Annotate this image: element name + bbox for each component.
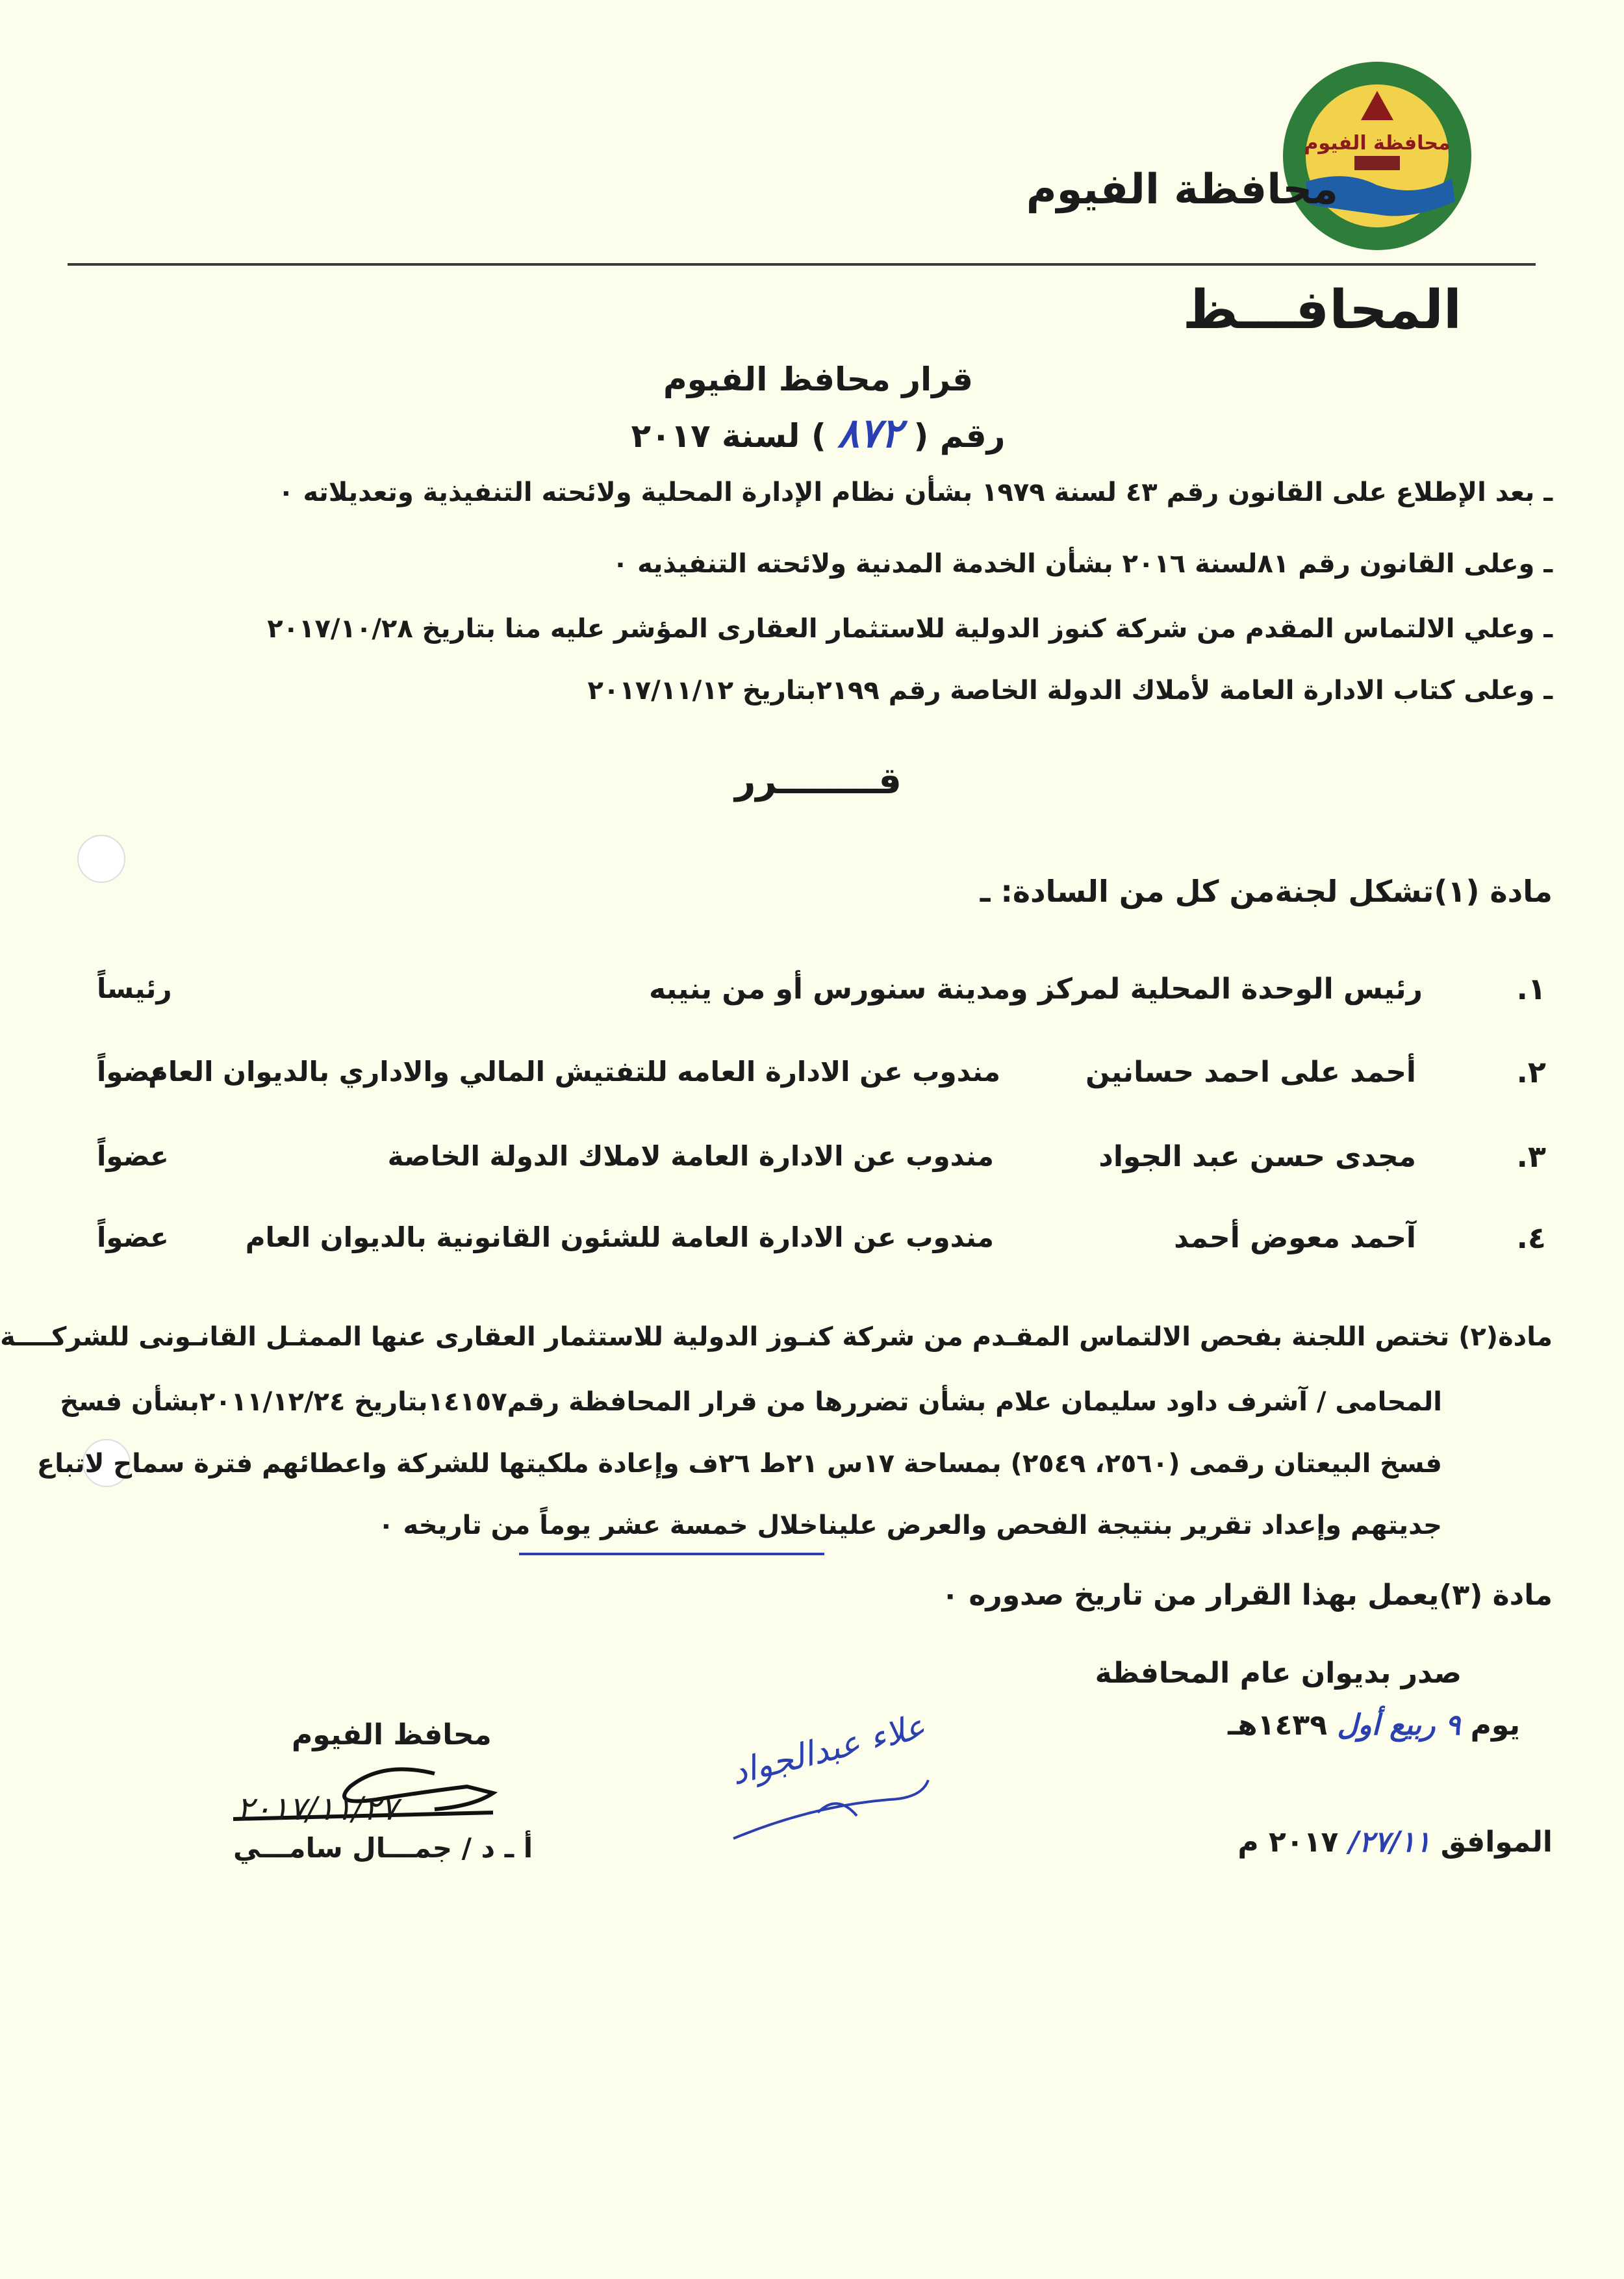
- governorate-logo: [1280, 58, 1475, 253]
- header-title: محافظة الفيوم: [1026, 166, 1338, 214]
- member-role: رئيساً: [97, 973, 172, 1004]
- decree-number-prefix: رقم (: [913, 417, 1006, 455]
- decree-title: قرار محافظ الفيوم: [663, 361, 973, 398]
- member-name: رئيس الوحدة المحلية لمركز ومدينة سنورس أو من ينيبه: [648, 973, 1423, 1006]
- hijri-prefix: يوم: [1470, 1709, 1520, 1742]
- member-number: ٢.: [1516, 1054, 1546, 1089]
- decree-number-suffix: ) لسنة ٢٠١٧: [631, 417, 826, 455]
- member-number: ١.: [1516, 971, 1546, 1006]
- member-description: مندوب عن الادارة العامة للشئون القانونية بالديوان العام: [245, 1221, 994, 1253]
- underline-mark: [519, 1553, 824, 1555]
- hijri-handwritten: ٩ ربيع أول: [1337, 1709, 1461, 1742]
- preamble-line: ـ وعلى كتاب الادارة العامة لأملاك الدولة الخاصة رقم ٢١٩٩بتاريخ ٢٠١٧/١١/١٢: [587, 676, 1553, 706]
- member-name: مجدى حسن عبد الجواد: [1098, 1140, 1416, 1173]
- signatory-title: محافظ الفيوم: [292, 1718, 492, 1751]
- preamble-line: ـ وعلى القانون رقم ٨١لسنة ٢٠١٦ بشأن الخدمة المدنية ولائحته التنفيذيه ٠: [612, 549, 1553, 579]
- office-title: المحافـــظ: [1182, 279, 1462, 341]
- member-number: ٤.: [1516, 1220, 1546, 1255]
- reviewer-signature: [694, 1702, 967, 1858]
- signature-date: ٢٠١٧/١١/٢٧: [236, 1790, 398, 1827]
- hijri-date: [1228, 1709, 1520, 1742]
- gregorian-date: [1237, 1826, 1553, 1859]
- decree-heading: قــــــــرر: [735, 760, 902, 802]
- reviewer-signature-text: علاء عبدالجواد: [727, 1707, 930, 1793]
- header-divider: [68, 263, 1536, 266]
- greg-handwritten: ٢٧/١١/: [1348, 1826, 1431, 1859]
- article-2-line: جديتهم وإعداد تقرير بنتيجة الفحص والعرض عليناخلال خمسة عشر يوماً من تاريخه ٠: [378, 1510, 1442, 1540]
- article-3: مادة (٣)يعمل بهذا القرار من تاريخ صدوره ٠: [941, 1579, 1553, 1612]
- member-number: ٣.: [1516, 1139, 1546, 1174]
- member-role: عضواً: [97, 1056, 169, 1088]
- greg-prefix: الموافق: [1440, 1826, 1553, 1859]
- hijri-year: ١٤٣٩هـ: [1228, 1709, 1328, 1742]
- member-name: آحمد معوض أحمد: [1174, 1221, 1416, 1254]
- decree-number-handwritten: ٨٧٢: [837, 409, 903, 457]
- punch-hole: [77, 835, 125, 883]
- member-role: عضواً: [97, 1221, 169, 1253]
- article-2-line: مادة(٢) تختص اللجنة بفحص الالتماس المقـدم من شركة كنـوز الدولية للاستثمار العقارى عنها الممثـل القانـونى للشركــــة: [0, 1322, 1553, 1352]
- member-description: مندوب عن الادارة العامة لاملاك الدولة الخاصة: [387, 1140, 994, 1172]
- decree-number: [12, 409, 1624, 457]
- logo-text: محافظة الفيوم: [1304, 132, 1451, 155]
- article-2-line: فسخ البيعتان رقمى (٢٥٦٠، ٢٥٤٩) بمساحة ١٧س ٢١ط ٢٦ف وإعادة ملكيتها للشركة واعطائهم فترة سماح لاتباع: [36, 1449, 1442, 1479]
- issued-line: صدر بديوان عام المحافظة: [1095, 1657, 1462, 1690]
- preamble-line: ـ بعد الإطلاع على القانون رقم ٤٣ لسنة ١٩٧٩ بشأن نظام الإدارة المحلية ولائحته التنفيذية وتعديلاته ٠: [278, 477, 1553, 507]
- article-2-line: المحامى / آشرف داود سليمان علام بشأن تضررها من قرار المحافظة رقم١٤١٥٧بتاريخ ٢٠١١/١٢/٢٤بشأن فسخ: [60, 1387, 1442, 1417]
- signatory-name: أ ـ د / جمـــال سامـــي: [233, 1832, 533, 1864]
- preamble-line: ـ وعلي الالتماس المقدم من شركة كنوز الدولية للاستثمار العقارى المؤشر عليه منا بتاريخ ٢٠١٧/١٠/٢٨: [267, 614, 1553, 644]
- member-role: عضواً: [97, 1140, 169, 1172]
- article-1-heading: مادة (١)تشكل لجنةمن كل من السادة: ـ: [980, 874, 1553, 909]
- greg-year: ٢٠١٧ م: [1237, 1826, 1339, 1859]
- member-name: أحمد على احمد حسانين: [1085, 1056, 1416, 1089]
- member-description: مندوب عن الادارة العامه للتفتيش المالي والاداري بالديوان العام: [148, 1056, 1000, 1088]
